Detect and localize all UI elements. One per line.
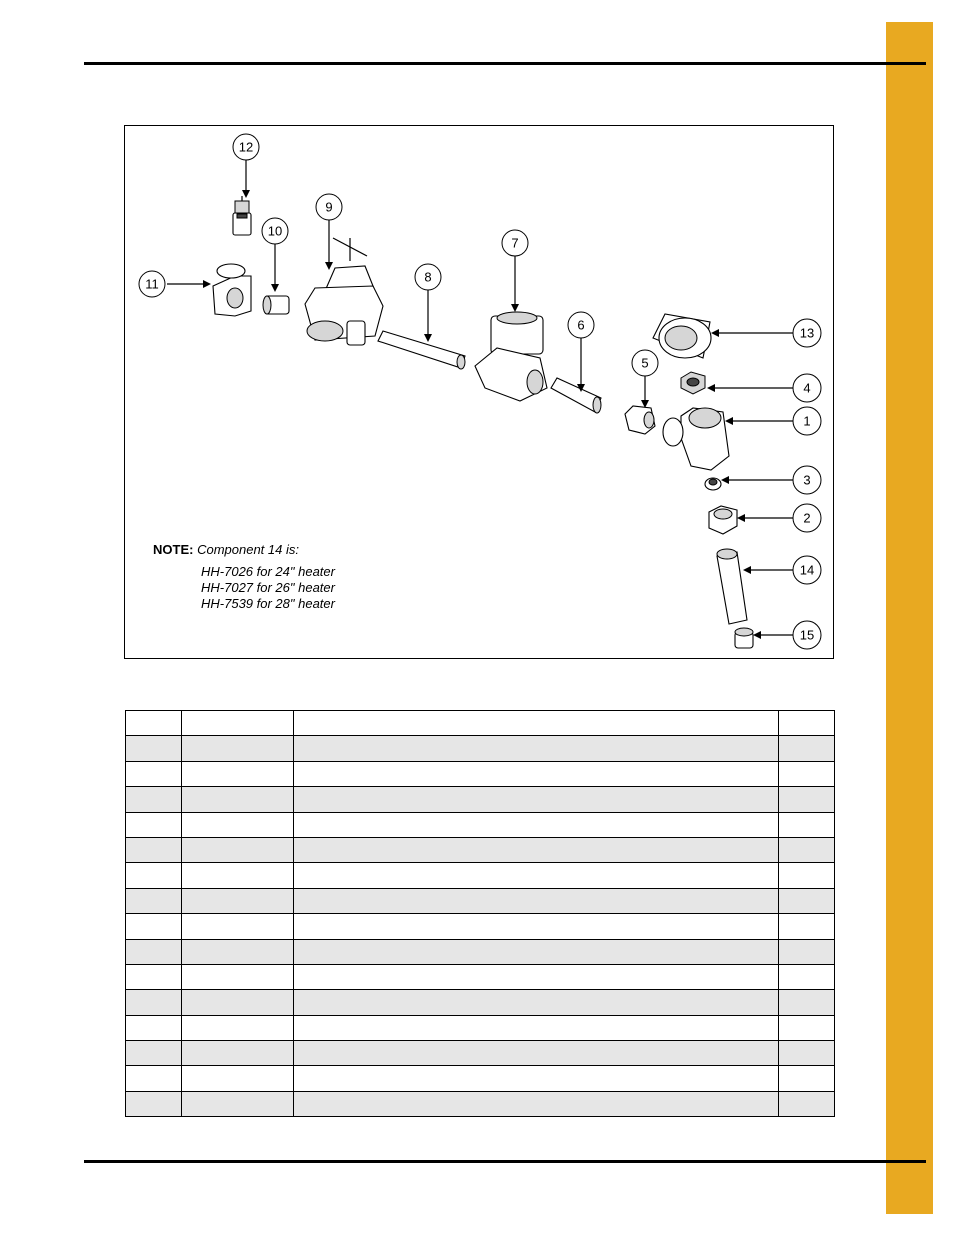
table-cell	[294, 990, 779, 1015]
footer-rule	[84, 1160, 926, 1163]
table-cell	[779, 1091, 835, 1116]
table-cell	[182, 837, 294, 862]
table-cell	[294, 1066, 779, 1091]
table-cell	[126, 964, 182, 989]
part-13	[653, 314, 711, 358]
part-10	[263, 296, 289, 314]
table-cell	[779, 939, 835, 964]
part-14	[717, 549, 747, 624]
part-5	[625, 406, 655, 434]
svg-text:14: 14	[799, 562, 815, 578]
table-cell	[294, 787, 779, 812]
table-cell	[294, 1091, 779, 1116]
table-cell	[182, 964, 294, 989]
table-cell	[294, 761, 779, 786]
table-cell	[182, 1091, 294, 1116]
header-cell	[182, 711, 294, 736]
note-label: NOTE:	[153, 542, 194, 557]
parts-diagram	[124, 125, 834, 659]
table-row	[126, 964, 835, 989]
table-cell	[126, 761, 182, 786]
table-row	[126, 1015, 835, 1040]
table-cell	[779, 736, 835, 761]
table-cell	[294, 964, 779, 989]
table-row	[126, 914, 835, 939]
callout-5	[632, 350, 658, 376]
svg-text:12: 12	[238, 139, 254, 155]
table-cell	[182, 914, 294, 939]
table-row	[126, 837, 835, 862]
callout-7	[502, 230, 528, 256]
table-cell	[126, 888, 182, 913]
table-cell	[126, 939, 182, 964]
callout-6	[568, 312, 594, 338]
callout-13	[793, 319, 821, 347]
table-cell	[294, 812, 779, 837]
callout-9	[316, 194, 342, 220]
svg-text:9: 9	[325, 199, 333, 215]
note-line: HH-7539 for 28" heater	[201, 596, 335, 611]
part-8	[378, 331, 465, 369]
callout-12	[233, 134, 259, 160]
table-cell	[779, 1015, 835, 1040]
svg-text:7: 7	[511, 235, 519, 251]
table-cell	[182, 990, 294, 1015]
table-cell	[779, 888, 835, 913]
table-cell	[294, 914, 779, 939]
table-cell	[779, 863, 835, 888]
svg-text:11: 11	[145, 276, 159, 292]
table-row	[126, 939, 835, 964]
table-cell	[182, 888, 294, 913]
table-row	[126, 812, 835, 837]
table-cell	[126, 837, 182, 862]
table-cell	[294, 1015, 779, 1040]
callout-4	[793, 374, 821, 402]
part-6	[551, 378, 601, 413]
part-11	[213, 264, 251, 316]
table-row	[126, 1066, 835, 1091]
callout-2	[793, 504, 821, 532]
table-cell	[126, 812, 182, 837]
table-row	[126, 761, 835, 786]
table-cell	[294, 837, 779, 862]
table-cell	[126, 1091, 182, 1116]
table-cell	[182, 863, 294, 888]
table-row	[126, 888, 835, 913]
part-3	[705, 478, 721, 490]
table-cell	[779, 990, 835, 1015]
callout-8	[415, 264, 441, 290]
table-cell	[126, 990, 182, 1015]
table-cell	[126, 736, 182, 761]
table-cell	[779, 761, 835, 786]
table-cell	[126, 787, 182, 812]
part-9	[305, 238, 383, 345]
part-4	[681, 372, 705, 394]
table-cell	[779, 812, 835, 837]
callout-11	[139, 271, 165, 297]
table-cell	[779, 1066, 835, 1091]
header-cell	[294, 711, 779, 736]
part-7	[475, 312, 547, 401]
part-1	[663, 408, 729, 470]
callout-1	[793, 407, 821, 435]
header-rule	[84, 62, 926, 65]
table-cell	[182, 1015, 294, 1040]
side-tab	[886, 22, 933, 1214]
table-cell	[126, 1066, 182, 1091]
table-cell	[294, 736, 779, 761]
table-cell	[126, 914, 182, 939]
note-line: HH-7026 for 24" heater	[201, 564, 335, 579]
header-cell	[126, 711, 182, 736]
table-cell	[182, 1066, 294, 1091]
table-row	[126, 863, 835, 888]
svg-text:6: 6	[577, 317, 585, 333]
table-cell	[182, 1041, 294, 1066]
table-cell	[779, 1041, 835, 1066]
table-cell	[182, 787, 294, 812]
note-lines	[201, 564, 335, 612]
table-cell	[294, 939, 779, 964]
table-cell	[182, 761, 294, 786]
table-row	[126, 1041, 835, 1066]
callout-3	[793, 466, 821, 494]
svg-text:15: 15	[799, 627, 815, 643]
svg-text:5: 5	[641, 355, 649, 371]
header-cell	[779, 711, 835, 736]
table-cell	[779, 837, 835, 862]
table-cell	[779, 964, 835, 989]
note-line: HH-7027 for 26" heater	[201, 580, 335, 595]
table-cell	[779, 914, 835, 939]
svg-text:1: 1	[803, 413, 811, 429]
parts-table	[125, 710, 835, 1117]
table-row	[126, 736, 835, 761]
callout-14	[793, 556, 821, 584]
table-cell	[294, 863, 779, 888]
svg-text:2: 2	[803, 510, 811, 526]
table-cell	[126, 863, 182, 888]
table-cell	[779, 787, 835, 812]
table-cell	[182, 939, 294, 964]
svg-text:4: 4	[803, 380, 811, 396]
table-row	[126, 990, 835, 1015]
svg-text:8: 8	[424, 269, 432, 285]
part-12	[233, 196, 251, 235]
part-2	[709, 506, 737, 534]
table-body	[126, 736, 835, 1117]
callout-10	[262, 218, 288, 244]
table-cell	[294, 888, 779, 913]
note-text: Component 14 is:	[197, 542, 299, 557]
table-row	[126, 1091, 835, 1116]
table-cell	[182, 812, 294, 837]
table-row	[126, 787, 835, 812]
table-cell	[294, 1041, 779, 1066]
svg-text:13: 13	[799, 325, 815, 341]
table-cell	[126, 1041, 182, 1066]
svg-text:3: 3	[803, 472, 811, 488]
table-cell	[126, 1015, 182, 1040]
component-note	[153, 542, 335, 612]
table-cell	[182, 736, 294, 761]
svg-text:10: 10	[267, 223, 283, 239]
part-15	[735, 628, 753, 648]
callout-15	[793, 621, 821, 649]
table-header-row	[126, 711, 835, 736]
